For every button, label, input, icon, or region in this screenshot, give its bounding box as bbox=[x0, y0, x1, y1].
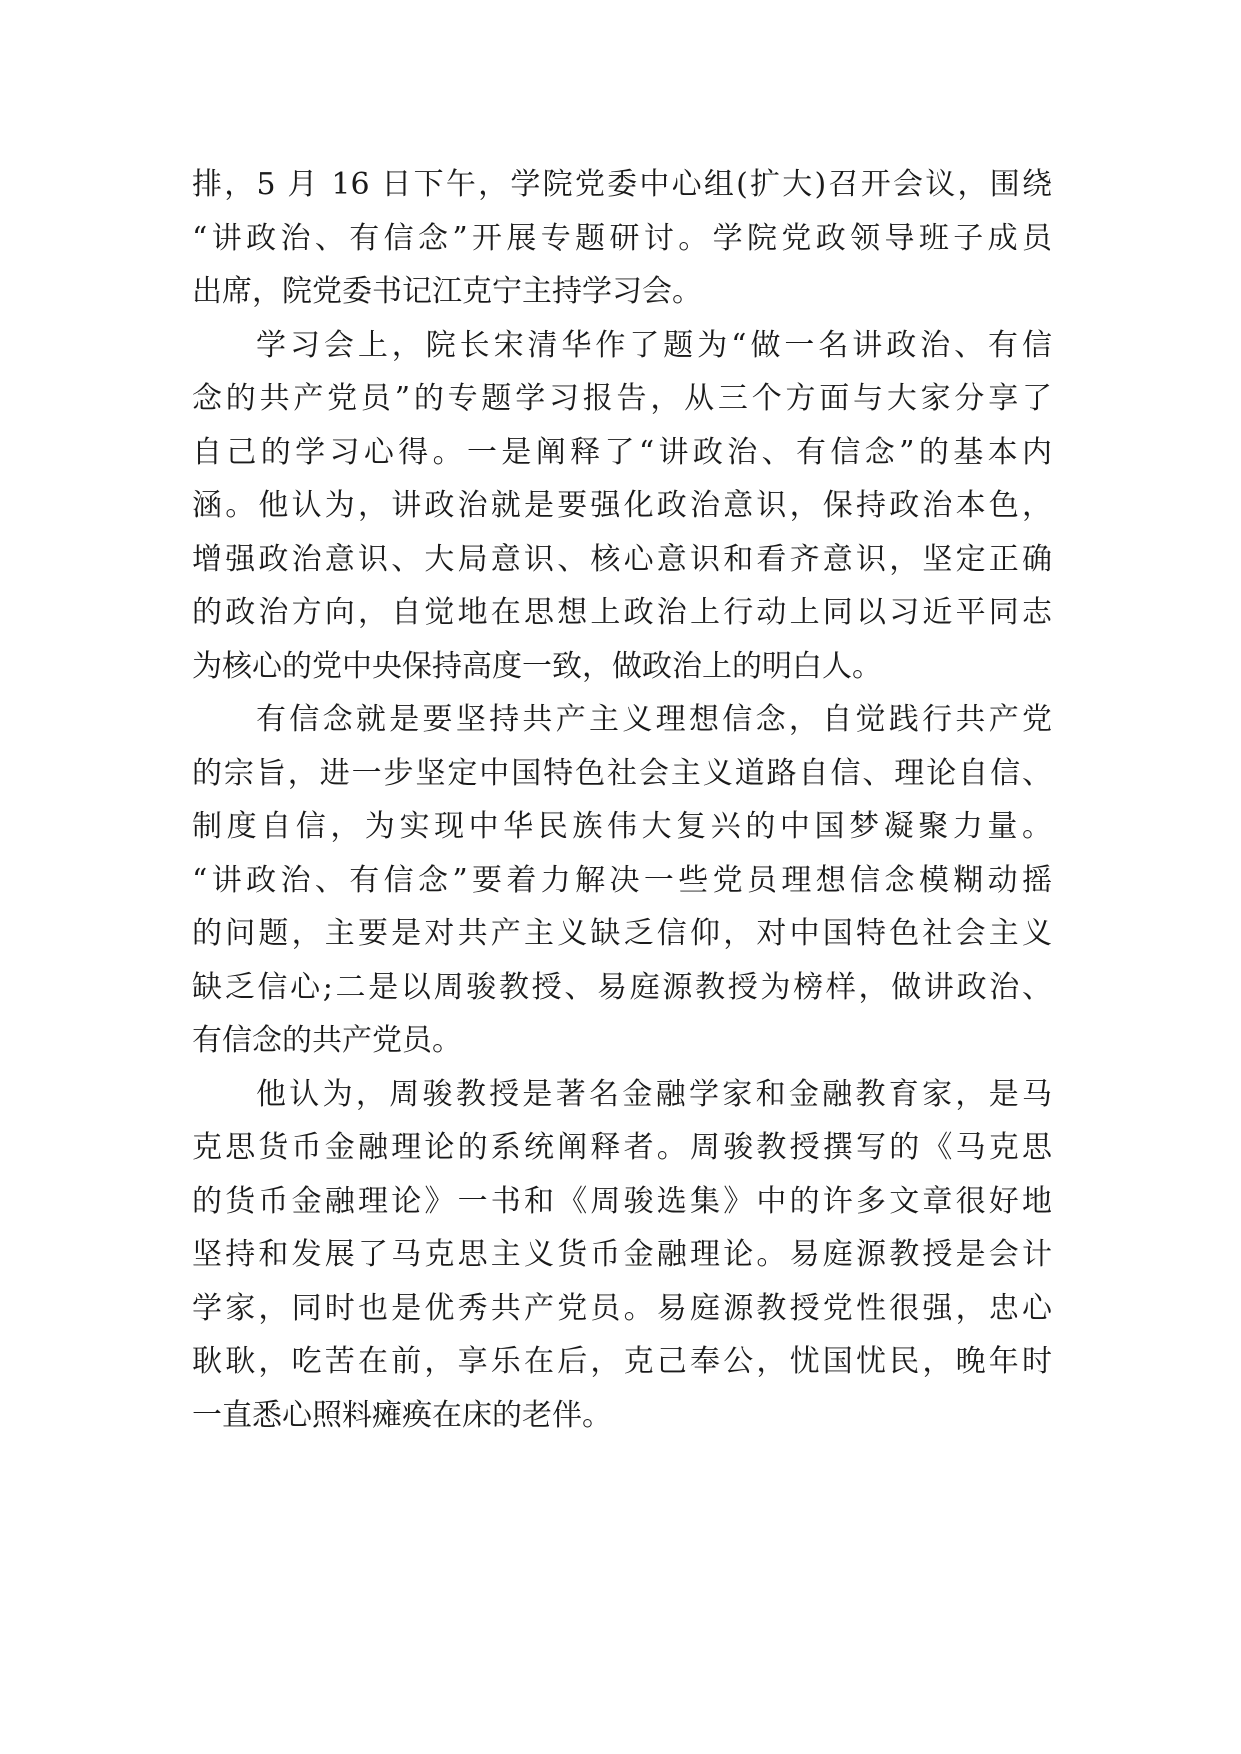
text-line: 耿耿，吃苦在前，享乐在后，克己奉公，忧国忧民，晚年时 bbox=[192, 1344, 1052, 1379]
text-line: 缺乏信心;二是以周骏教授、易庭源教授为榜样，做讲政治、 bbox=[192, 969, 1052, 1005]
text-line: “讲政治、有信念”开展专题研讨。学院党政领导班子成员 bbox=[192, 220, 1052, 256]
text-line: 的政治方向，自觉地在思想上政治上行动上同以习近平同志 bbox=[192, 595, 1052, 630]
text-line: 学家，同时也是优秀共产党员。易庭源教授党性很强，忠心 bbox=[192, 1290, 1052, 1326]
body-text bbox=[192, 158, 1052, 1442]
text-line: 一直悉心照料瘫痪在床的老伴。 bbox=[192, 1397, 612, 1433]
text-line: 有信念就是要坚持共产主义理想信念，自觉践行共产党 bbox=[256, 702, 1052, 737]
text-line: 学习会上，院长宋清华作了题为“做一名讲政治、有信 bbox=[256, 327, 1052, 363]
text-line: 的宗旨，进一步坚定中国特色社会主义道路自信、理论自信、 bbox=[192, 755, 1052, 791]
text-line: 坚持和发展了马克思主义货币金融理论。易庭源教授是会计 bbox=[192, 1237, 1052, 1272]
text-line: 涵。他认为，讲政治就是要强化政治意识，保持政治本色， bbox=[192, 488, 1052, 523]
text-line: 制度自信，为实现中华民族伟大复兴的中国梦凝聚力量。 bbox=[192, 809, 1052, 844]
text-line: “讲政治、有信念”要着力解决一些党员理想信念模糊动摇 bbox=[192, 862, 1052, 898]
text-line: 克思货币金融理论的系统阐释者。周骏教授撰写的《马克思 bbox=[192, 1130, 1052, 1165]
text-line: 为核心的党中央保持高度一致，做政治上的明白人。 bbox=[192, 648, 882, 684]
text-line: 自己的学习心得。一是阐释了“讲政治、有信念”的基本内 bbox=[192, 434, 1052, 470]
text-line: 排，5 月 16 日下午，学院党委中心组(扩大)召开会议，围绕 bbox=[192, 167, 1052, 202]
text-line: 念的共产党员”的专题学习报告，从三个方面与大家分享了 bbox=[192, 381, 1052, 416]
text-line: 有信念的共产党员。 bbox=[192, 1023, 462, 1058]
text-line: 的货币金融理论》一书和《周骏选集》中的许多文章很好地 bbox=[192, 1183, 1052, 1219]
text-line: 他认为，周骏教授是著名金融学家和金融教育家，是马 bbox=[256, 1076, 1052, 1112]
text-line: 增强政治意识、大局意识、核心意识和看齐意识，坚定正确 bbox=[192, 541, 1052, 577]
text-line: 出席，院党委书记江克宁主持学习会。 bbox=[192, 274, 702, 309]
text-line: 的问题，主要是对共产主义缺乏信仰，对中国特色社会主义 bbox=[192, 916, 1052, 951]
